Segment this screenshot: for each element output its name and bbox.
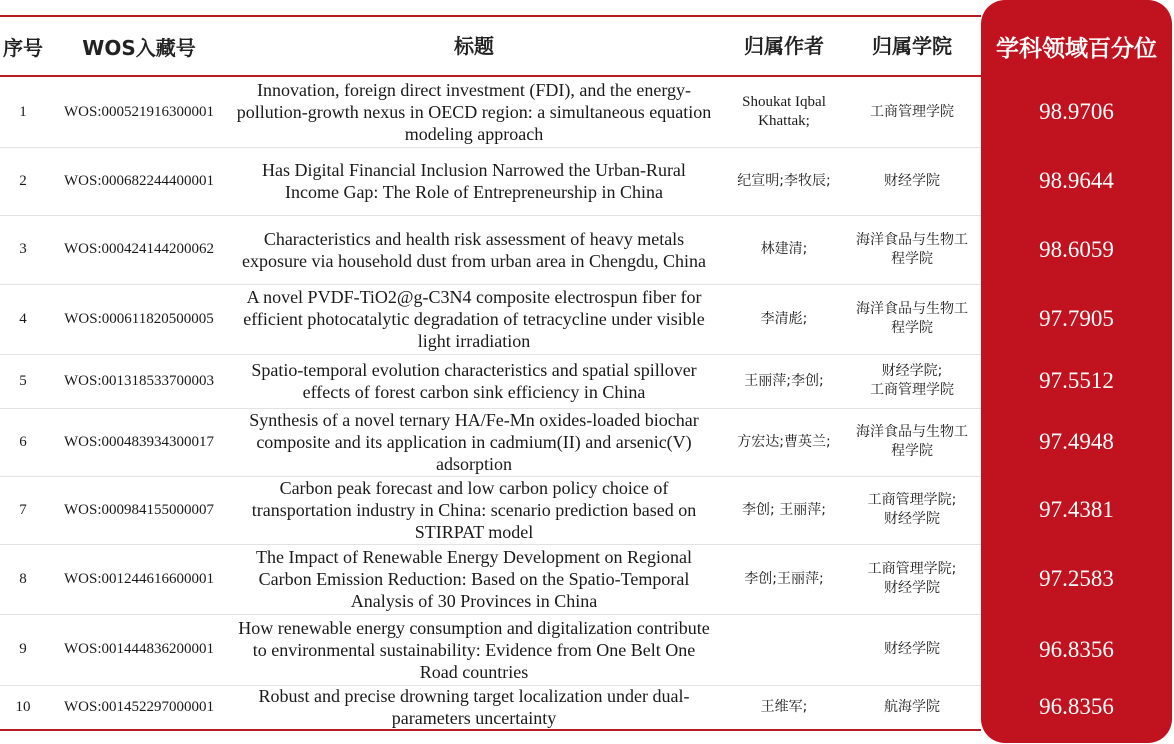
cell-title: Carbon peak forecast and low carbon policy choice of transportation industry in China: scenario prediction based on STIRPAT model	[251, 478, 697, 542]
cell-wos-id: WOS:001444836200001	[64, 641, 214, 657]
cell-school: 工商管理学院	[870, 103, 954, 120]
cell-percentile: 96.8356	[1039, 636, 1114, 662]
cell-author: 纪宣明;李牧辰;	[737, 172, 831, 189]
header-author: 归属作者	[744, 33, 824, 58]
cell-school: 财经学院	[884, 641, 940, 657]
header-wos: WOS入藏号	[82, 35, 196, 60]
cell-title: How renewable energy consumption and digitalization contribute to environmental sustainability: Evidence from One Belt One Road countries	[238, 617, 710, 682]
cell-school: 航海学院	[884, 698, 940, 715]
cell-percentile: 97.5512	[1039, 368, 1114, 393]
cell-wos-id: WOS:000521916300001	[64, 103, 214, 120]
header-title: 标题	[454, 34, 494, 58]
cell-no: 7	[19, 501, 27, 518]
cell-author: 王维军;	[760, 698, 808, 715]
cell-author: 王丽萍;李创;	[744, 372, 824, 389]
cell-percentile: 98.9644	[1039, 168, 1114, 193]
cell-percentile: 97.7905	[1039, 306, 1114, 331]
header-school: 归属学院	[872, 33, 952, 58]
cell-school: 财经学院; 工商管理学院	[870, 363, 954, 398]
cell-school: 工商管理学院; 财经学院	[867, 492, 957, 527]
cell-no: 8	[19, 570, 27, 587]
cell-no: 3	[19, 241, 27, 257]
cell-school: 海洋食品与生物工程学院	[856, 231, 968, 267]
cell-percentile: 97.2583	[1039, 566, 1114, 591]
cell-author: Shoukat Iqbal Khattak;	[742, 94, 826, 129]
cell-percentile: 97.4948	[1039, 429, 1114, 454]
cell-percentile: 96.8356	[1039, 694, 1114, 719]
cell-wos-id: WOS:001318533700003	[64, 372, 214, 389]
header-no: 序号	[3, 35, 43, 60]
cell-author: 李创;王丽萍;	[744, 570, 824, 587]
cell-author: 李清彪;	[760, 310, 808, 327]
cell-school: 海洋食品与生物工程学院	[856, 301, 968, 336]
cell-title: A novel PVDF-TiO2@g-C3N4 composite electrospun fiber for efficient photocatalytic degradation of tetracycline under visible light irradiation	[243, 287, 705, 351]
cell-no: 5	[19, 372, 27, 389]
cell-title: Robust and precise drowning target localization under dual-parameters uncertainty	[258, 686, 690, 728]
header-percentile: 学科领域百分位	[996, 35, 1157, 62]
cell-title: The Impact of Renewable Energy Development on Regional Carbon Emission Reduction: Based on the Spatio-Temporal Analysis of 30 Provinces in China	[255, 547, 693, 611]
cell-percentile: 97.4381	[1039, 497, 1114, 522]
table-bottom-rule	[0, 729, 981, 731]
cell-author	[716, 614, 852, 685]
cell-title: Has Digital Financial Inclusion Narrowed the Urban-Rural Income Gap: The Role of Entrepreneurship in China	[262, 160, 686, 202]
cell-wos-id: WOS:000611820500005	[64, 310, 214, 327]
cell-no: 2	[19, 172, 27, 189]
cell-percentile: 98.9706	[1039, 99, 1114, 124]
cell-no: 6	[19, 433, 27, 450]
cell-title: Characteristics and health risk assessment of heavy metals exposure via household dust from urban area in Chengdu, China	[242, 228, 706, 271]
cell-wos-id: WOS:000682244400001	[64, 172, 214, 189]
cell-no: 4	[19, 310, 27, 327]
cell-wos-id: WOS:000483934300017	[64, 433, 214, 450]
cell-title: Innovation, foreign direct investment (FDI), and the energy-pollution-growth nexus in OECD region: a simultaneous equation modeling approach	[236, 80, 712, 144]
cell-school: 海洋食品与生物工程学院	[856, 424, 968, 459]
cell-no: 9	[19, 641, 27, 657]
cell-school: 工商管理学院; 财经学院	[867, 561, 957, 596]
cell-title: Spatio-temporal evolution characteristics and spatial spillover effects of forest carbon sink efficiency in China	[251, 360, 697, 402]
cell-wos-id: WOS:000424144200062	[64, 241, 214, 257]
cell-wos-id: WOS:001452297000001	[64, 698, 214, 715]
cell-school: 财经学院	[884, 172, 940, 189]
cell-author: 李创; 王丽萍;	[742, 501, 826, 518]
cell-author: 林建清;	[760, 241, 808, 257]
cell-no: 1	[19, 103, 27, 120]
cell-author: 方宏达;曹英兰;	[737, 433, 831, 450]
cell-wos-id: WOS:001244616600001	[64, 570, 214, 587]
cell-percentile: 98.6059	[1039, 236, 1114, 262]
cell-no: 10	[15, 698, 31, 715]
cell-title: Synthesis of a novel ternary HA/Fe-Mn oxides-loaded biochar composite and its application in cadmium(II) and arsenic(V) adsorption	[249, 410, 699, 474]
cell-wos-id: WOS:000984155000007	[64, 501, 214, 518]
